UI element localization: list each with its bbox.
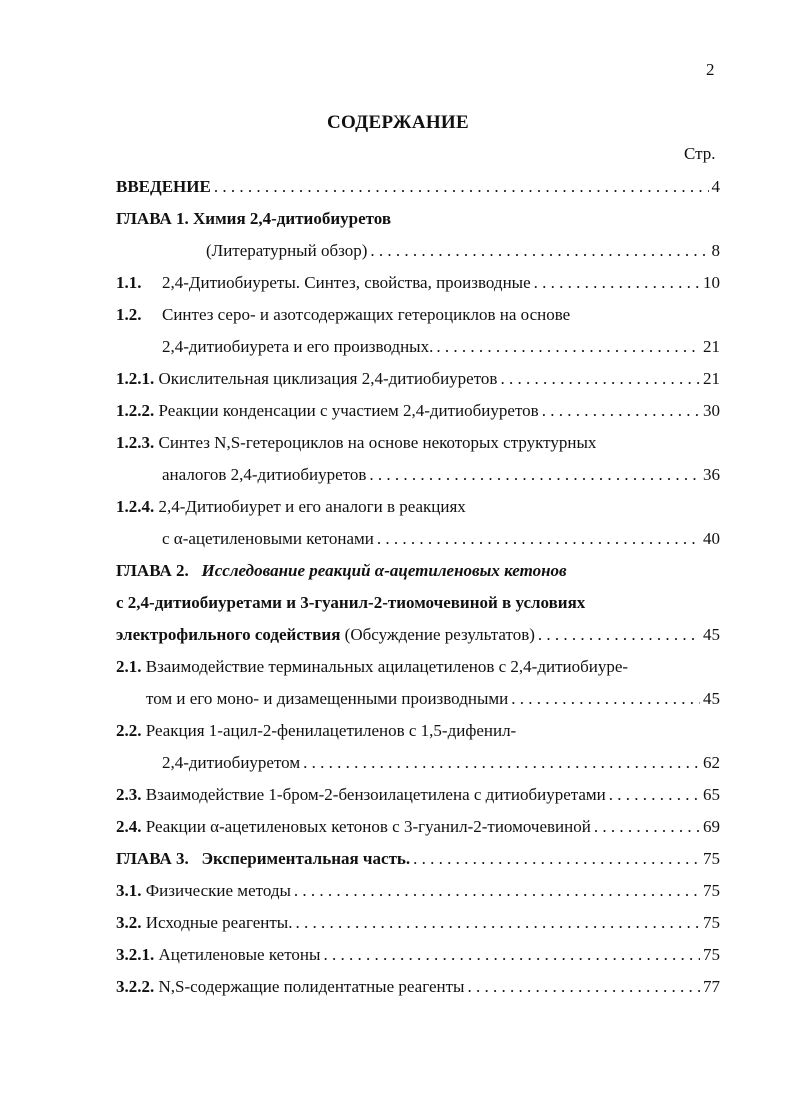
entry-page: 62 <box>703 753 720 772</box>
toc-entry-1-2-4[interactable] <box>116 491 720 555</box>
dot-leader <box>323 939 700 971</box>
dot-leader <box>534 267 700 299</box>
toc-entry-chapter-3[interactable] <box>116 843 720 875</box>
entry-page: 40 <box>703 529 720 548</box>
entry-page: 21 <box>703 337 720 356</box>
dot-leader <box>295 907 700 939</box>
entry-title: Взаимодействие 1-бром-2-бензоилацетилена с дитиобиуретами <box>145 785 606 804</box>
entry-number: 1.1. <box>116 273 142 292</box>
entry-title: ВВЕДЕНИЕ <box>116 177 211 196</box>
dot-leader <box>370 235 708 267</box>
entry-title: Реакция 1-ацил-2-фенилацетиленов с 1,5-дифенил- <box>145 721 517 740</box>
entry-title: 2,4-Дитиобиуреты. Синтез, свойства, производные <box>162 273 531 292</box>
entry-page: 65 <box>703 785 720 804</box>
entry-title: Окислительная циклизация 2,4-дитиобиуретов <box>158 369 498 388</box>
entry-page: 45 <box>703 689 720 708</box>
entry-title: Взаимодействие терминальных ацилацетиленов с 2,4-дитиобиуре- <box>145 657 629 676</box>
dot-leader <box>542 395 700 427</box>
entry-page: 21 <box>703 369 720 388</box>
entry-number: 3.1. <box>116 881 142 900</box>
entry-title-continued: 2,4-дитиобиуретом <box>162 753 301 772</box>
entry-number: 3.2.2. <box>116 977 155 996</box>
entry-page: 75 <box>703 945 720 964</box>
entry-number: 2.4. <box>116 817 142 836</box>
page-number: 2 <box>706 60 715 79</box>
toc-entry-chapter-1[interactable] <box>116 203 720 267</box>
toc-entry-introduction[interactable] <box>116 171 720 203</box>
toc-entry-2-1[interactable] <box>116 651 720 715</box>
entry-page: 45 <box>703 625 720 644</box>
entry-page: 75 <box>703 913 720 932</box>
dot-leader <box>538 619 700 651</box>
table-of-contents <box>116 171 720 1003</box>
toc-entry-chapter-2[interactable] <box>116 555 720 651</box>
toc-entry-2-3[interactable] <box>116 779 720 811</box>
entry-number: 1.2. <box>116 305 142 324</box>
dot-leader <box>294 875 700 907</box>
toc-entry-1-1[interactable] <box>116 267 720 299</box>
dot-leader <box>500 363 700 395</box>
entry-title: Исходные реагенты. <box>145 913 293 932</box>
entry-number: 2.1. <box>116 657 142 676</box>
entry-number: 1.2.1. <box>116 369 155 388</box>
entry-page: 10 <box>703 273 720 292</box>
chapter-label: ГЛАВА 3. <box>116 849 189 868</box>
chapter-label: ГЛАВА 1. <box>116 209 189 228</box>
toc-entry-1-2[interactable] <box>116 299 720 363</box>
toc-entry-3-2[interactable] <box>116 907 720 939</box>
entry-page: 75 <box>703 881 720 900</box>
entry-title-continued: с α-ацетиленовыми кетонами <box>162 529 374 548</box>
entry-title-note: (Обсуждение результатов) <box>344 625 535 644</box>
entry-number: 3.2. <box>116 913 142 932</box>
entry-number: 2.2. <box>116 721 142 740</box>
entry-page: 4 <box>711 177 720 196</box>
dot-leader <box>377 523 700 555</box>
entry-title-continued: электрофильного содействия <box>116 625 341 644</box>
chapter-label: ГЛАВА 2. <box>116 561 189 580</box>
entry-title: Синтез серо- и азотсодержащих гетероциклов на основе <box>162 305 571 324</box>
entry-title-continued: с 2,4-дитиобиуретами и 3-гуанил-2-тиомочевиной в условиях <box>116 593 586 612</box>
entry-number: 1.2.4. <box>116 497 155 516</box>
dot-leader <box>467 971 700 1003</box>
toc-entry-1-2-2[interactable] <box>116 395 720 427</box>
entry-title-continued: том и его моно- и дизамещенными производными <box>146 689 509 708</box>
entry-title: 2,4-Дитиобиурет и его аналоги в реакциях <box>158 497 466 516</box>
entry-number: 2.3. <box>116 785 142 804</box>
dot-leader <box>609 779 700 811</box>
toc-entry-2-2[interactable] <box>116 715 720 779</box>
dot-leader <box>413 843 700 875</box>
entry-title: Физические методы <box>145 881 291 900</box>
entry-number: 3.2.1. <box>116 945 155 964</box>
entry-page: 8 <box>711 241 720 260</box>
page-title: СОДЕРЖАНИЕ <box>327 112 469 133</box>
dot-leader <box>369 459 700 491</box>
toc-entry-2-4[interactable] <box>116 811 720 843</box>
entry-title: Экспериментальная часть. <box>201 849 411 868</box>
toc-entry-3-1[interactable] <box>116 875 720 907</box>
entry-title: Ацетиленовые кетоны <box>158 945 321 964</box>
dot-leader <box>436 331 700 363</box>
toc-entry-1-2-3[interactable] <box>116 427 720 491</box>
toc-entry-1-2-1[interactable] <box>116 363 720 395</box>
entry-title: N,S-содержащие полидентатные реагенты <box>158 977 465 996</box>
entry-page: 30 <box>703 401 720 420</box>
entry-page: 77 <box>703 977 720 996</box>
dot-leader <box>594 811 700 843</box>
entry-title: Реакции конденсации с участием 2,4-дитиобиуретов <box>158 401 539 420</box>
entry-title-continued: аналогов 2,4-дитиобиуретов <box>162 465 367 484</box>
dot-leader <box>214 171 709 203</box>
entry-title: Химия 2,4-дитиобиуретов <box>193 209 392 228</box>
entry-title-continued: 2,4-дитиобиурета и его производных. <box>162 337 434 356</box>
entry-number: 1.2.2. <box>116 401 155 420</box>
entry-title: Синтез N,S-гетероциклов на основе некоторых структурных <box>158 433 597 452</box>
entry-page: 75 <box>703 849 720 868</box>
dot-leader <box>303 747 700 779</box>
toc-entry-3-2-1[interactable] <box>116 939 720 971</box>
entry-title: Реакции α-ацетиленовых кетонов с 3-гуанил-2-тиомочевиной <box>145 817 591 836</box>
entry-page: 69 <box>703 817 720 836</box>
toc-entry-3-2-2[interactable] <box>116 971 720 1003</box>
entry-number: 1.2.3. <box>116 433 155 452</box>
dot-leader <box>511 683 700 715</box>
page-column-header: Стр. <box>684 144 716 163</box>
entry-page: 36 <box>703 465 720 484</box>
entry-title-continued: (Литературный обзор) <box>206 241 368 260</box>
entry-title: Исследование реакций α-ацетиленовых кетонов <box>201 561 567 580</box>
